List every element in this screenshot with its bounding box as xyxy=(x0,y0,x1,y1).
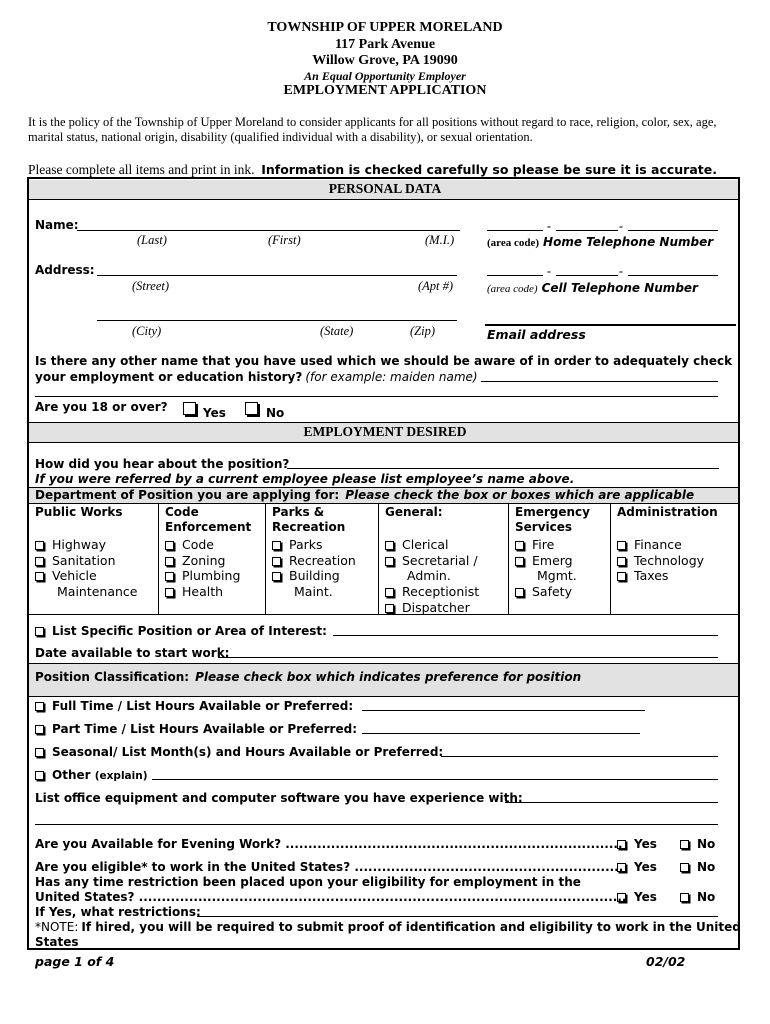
other-name-question-2 xyxy=(35,370,478,385)
other-name-field-2[interactable] xyxy=(35,396,718,397)
checkbox[interactable] xyxy=(385,588,394,597)
checkbox[interactable] xyxy=(35,572,44,581)
full-time-row xyxy=(35,699,353,713)
checkbox[interactable] xyxy=(515,588,524,597)
org-address-line2: Willow Grove, PA 19090 xyxy=(312,53,458,68)
eligible-yes xyxy=(617,860,657,874)
divider xyxy=(29,442,738,443)
restriction-no xyxy=(680,890,715,904)
option-label: Plumbing xyxy=(182,568,241,583)
option-safety[interactable] xyxy=(515,584,572,599)
option-label: Highway xyxy=(52,537,107,552)
mi-caption: (M.I.) xyxy=(425,233,455,247)
dept-question xyxy=(35,488,694,503)
evening-yes-checkbox[interactable] xyxy=(617,840,626,849)
restriction-yes-checkbox[interactable] xyxy=(617,893,626,902)
evening-question: Are you Available for Evening Work? .......................................................................... xyxy=(35,837,623,851)
col-divider xyxy=(508,503,509,614)
restriction-what-field[interactable] xyxy=(197,916,718,917)
part-time-row xyxy=(35,722,357,736)
age-yes-label: Yes xyxy=(203,406,226,420)
option-label-cont: Maintenance xyxy=(57,584,138,599)
cell-area-code-caption: (area code) xyxy=(487,283,538,295)
option-parks[interactable] xyxy=(272,537,323,552)
full-time-label: Full Time / List Hours Available or Preferred: xyxy=(52,699,354,713)
part-time-label: Part Time / List Hours Available or Preferred: xyxy=(52,722,358,736)
other-checkbox[interactable] xyxy=(35,771,44,780)
city-state-zip-field[interactable] xyxy=(97,320,457,321)
org-address-line1: 117 Park Avenue xyxy=(334,37,436,52)
part-time-field[interactable] xyxy=(362,733,640,734)
age-yes-checkbox[interactable] xyxy=(183,402,196,415)
option-label: Technology xyxy=(634,553,705,568)
col-general: General: xyxy=(385,505,443,519)
cell-area-code-field[interactable] xyxy=(487,275,543,276)
note-text-2: States xyxy=(35,935,79,949)
home-phone-caption xyxy=(487,233,713,251)
checkbox[interactable] xyxy=(515,557,524,566)
checkbox[interactable] xyxy=(165,572,174,581)
col-administration: Administration xyxy=(617,505,718,519)
restriction-what-label: If Yes, what restrictions: xyxy=(35,905,201,919)
seasonal-checkbox[interactable] xyxy=(35,748,44,757)
col-divider xyxy=(265,503,266,614)
col-public-works: Public Works xyxy=(35,505,123,519)
classification-question xyxy=(35,670,581,685)
other-field[interactable] xyxy=(152,779,718,780)
col-divider xyxy=(378,503,379,614)
other-name-question-2-text: your employment or education history? xyxy=(35,370,303,384)
email-label: Email address xyxy=(487,327,586,342)
option-label: Receptionist xyxy=(402,584,480,599)
option-label: Safety xyxy=(532,584,572,599)
option-label: Parks xyxy=(289,537,323,552)
full-time-checkbox[interactable] xyxy=(35,702,44,711)
name-field[interactable] xyxy=(77,230,460,231)
employment-heading: EMPLOYMENT DESIRED xyxy=(303,424,467,439)
option-label: Secretarial / xyxy=(402,553,478,568)
apt-caption: (Apt #) xyxy=(418,279,454,293)
age-no-checkbox[interactable] xyxy=(245,402,258,415)
cell-phone-caption xyxy=(487,279,698,297)
col-emergency-2: Services xyxy=(515,520,573,534)
home-phone-sep-1: - xyxy=(547,219,551,233)
restriction-yes xyxy=(617,890,657,904)
checkbox[interactable] xyxy=(385,557,394,566)
cell-phone-sep-2: - xyxy=(619,264,623,278)
seasonal-row xyxy=(35,745,443,759)
first-caption: (First) xyxy=(268,233,301,247)
seasonal-label: Seasonal/ List Month(s) and Hours Available or Preferred: xyxy=(52,745,444,759)
col-divider xyxy=(158,503,159,614)
option-sanitation[interactable] xyxy=(35,553,116,568)
personal-data-heading: PERSONAL DATA xyxy=(328,181,442,196)
option-dispatcher[interactable] xyxy=(385,600,470,615)
checkbox[interactable] xyxy=(165,557,174,566)
option-label: Clerical xyxy=(402,537,449,552)
part-time-checkbox[interactable] xyxy=(35,725,44,734)
col-emergency: Emergency xyxy=(515,505,590,519)
option-label: Fire xyxy=(532,537,555,552)
age-question: Are you 18 or over? xyxy=(35,400,168,414)
policy-line-2: marital status, national origin, disability (qualified individual with a disability), or sexual orientation. xyxy=(28,130,533,144)
eligible-no xyxy=(680,860,715,874)
checkbox[interactable] xyxy=(617,557,626,566)
option-building-maint[interactable] xyxy=(272,568,340,583)
option-highway[interactable] xyxy=(35,537,106,552)
instructions-normal: Please complete all items and print in ink. xyxy=(28,162,255,177)
referred-note: If you were referred by a current employee please list employee’s name above. xyxy=(35,472,575,486)
checkbox[interactable] xyxy=(272,541,281,550)
other-label: Other xyxy=(52,768,91,782)
home-area-code-field[interactable] xyxy=(487,230,543,231)
date-available-field[interactable] xyxy=(218,657,718,658)
option-label: Finance xyxy=(634,537,682,552)
restriction-yes-label: Yes xyxy=(634,890,657,904)
eligible-question: Are you eligible* to work in the United States? ........................................................... xyxy=(35,860,624,874)
equipment-field-2[interactable] xyxy=(35,824,718,825)
option-finance[interactable] xyxy=(617,537,682,552)
evening-no xyxy=(680,837,715,851)
age-no-label: No xyxy=(266,406,285,420)
col-code-2: Enforcement xyxy=(165,520,252,534)
note-line xyxy=(35,920,741,935)
eoe-statement: An Equal Opportunity Employer xyxy=(304,69,466,83)
equipment-field[interactable] xyxy=(505,802,718,803)
city-caption: (City) xyxy=(132,324,162,338)
home-phone-label: Home Telephone Number xyxy=(543,235,714,249)
checkbox[interactable] xyxy=(385,541,394,550)
org-name: TOWNSHIP OF UPPER MORELAND xyxy=(267,20,503,35)
checkbox[interactable] xyxy=(272,557,281,566)
restriction-no-checkbox[interactable] xyxy=(680,893,689,902)
last-caption: (Last) xyxy=(137,233,167,247)
eligible-yes-checkbox[interactable] xyxy=(617,863,626,872)
option-technology[interactable] xyxy=(617,553,704,568)
evening-no-checkbox[interactable] xyxy=(680,840,689,849)
divider xyxy=(29,614,738,615)
state-caption: (State) xyxy=(320,324,354,338)
checkbox[interactable] xyxy=(165,588,174,597)
checkbox[interactable] xyxy=(35,541,44,550)
option-label: Sanitation xyxy=(52,553,116,568)
option-secretarial[interactable] xyxy=(385,553,478,568)
other-row xyxy=(35,768,148,782)
other-explain: (explain) xyxy=(94,770,148,782)
note-prefix: *NOTE: xyxy=(35,920,79,934)
zip-caption: (Zip) xyxy=(410,324,435,338)
classification-label: Position Classification: xyxy=(35,670,190,684)
option-label: Taxes xyxy=(634,568,669,583)
divider xyxy=(29,696,738,697)
option-label: Dispatcher xyxy=(402,600,470,615)
specific-position-checkbox[interactable] xyxy=(35,627,44,636)
option-label: Recreation xyxy=(289,553,356,568)
instructions-bold: Information is checked carefully so please be sure it is accurate. xyxy=(261,162,717,177)
checkbox[interactable] xyxy=(617,541,626,550)
seasonal-field[interactable] xyxy=(441,756,718,757)
other-name-question-1: Is there any other name that you have used which we should be aware of in order to adequately check xyxy=(35,354,733,368)
option-label-cont: Mgmt. xyxy=(537,568,577,583)
option-fire[interactable] xyxy=(515,537,554,552)
option-taxes[interactable] xyxy=(617,568,668,583)
checkbox[interactable] xyxy=(165,541,174,550)
option-receptionist[interactable] xyxy=(385,584,479,599)
date-available-label: Date available to start work: xyxy=(35,646,230,660)
checkbox[interactable] xyxy=(272,572,281,581)
checkbox[interactable] xyxy=(515,541,524,550)
home-phone-sep-2: - xyxy=(619,219,623,233)
street-field[interactable] xyxy=(97,275,457,276)
option-recreation[interactable] xyxy=(272,553,356,568)
eligible-no-checkbox[interactable] xyxy=(680,863,689,872)
hear-field[interactable] xyxy=(287,468,719,469)
note-text: If hired, you will be required to submit proof of identification and eligibility to work in the United xyxy=(81,920,741,934)
restriction-question-2: United States? ........................................................................................................... xyxy=(35,890,627,904)
option-health[interactable] xyxy=(165,584,223,599)
specific-position-field[interactable] xyxy=(333,635,718,636)
option-code[interactable] xyxy=(165,537,214,552)
address-label: Address: xyxy=(35,263,95,277)
col-code: Code xyxy=(165,505,199,519)
restriction-no-label: No xyxy=(697,890,716,904)
home-number-field[interactable] xyxy=(628,230,718,231)
cell-phone-sep-1: - xyxy=(547,264,551,278)
street-caption: (Street) xyxy=(132,279,170,293)
checkbox[interactable] xyxy=(385,604,394,613)
cell-phone-label: Cell Telephone Number xyxy=(541,281,698,295)
specific-position-row xyxy=(35,624,327,638)
form-revision-date: 02/02 xyxy=(646,954,686,969)
specific-position-label: List Specific Position or Area of Interest: xyxy=(52,624,327,638)
home-area-code-caption: (area code) xyxy=(487,237,540,249)
option-vehicle-maintenance[interactable] xyxy=(35,568,97,583)
evening-no-label: No xyxy=(697,837,716,851)
page-number: page 1 of 4 xyxy=(35,954,115,969)
checkbox[interactable] xyxy=(35,557,44,566)
cell-number-field[interactable] xyxy=(628,275,718,276)
col-divider xyxy=(610,503,611,614)
option-label-cont: Maint. xyxy=(294,584,333,599)
instructions xyxy=(28,162,717,178)
option-label: Building xyxy=(289,568,340,583)
evening-yes-label: Yes xyxy=(634,837,657,851)
evening-yes xyxy=(617,837,657,851)
other-name-example: (for example: maiden name) xyxy=(305,370,478,384)
other-name-field[interactable] xyxy=(481,381,718,382)
col-parks-2: Recreation xyxy=(272,520,346,534)
eligible-no-label: No xyxy=(697,860,716,874)
divider xyxy=(29,199,738,200)
option-label: Health xyxy=(182,584,224,599)
email-field[interactable] xyxy=(485,324,736,326)
option-plumbing[interactable] xyxy=(165,568,240,583)
col-parks: Parks & xyxy=(272,505,325,519)
checkbox[interactable] xyxy=(617,572,626,581)
divider xyxy=(29,503,738,504)
option-label: Code xyxy=(182,537,215,552)
full-time-field[interactable] xyxy=(362,710,645,711)
dept-instruction: Please check the box or boxes which are applicable xyxy=(345,488,695,502)
option-label: Emerg xyxy=(532,553,573,568)
dept-label: Department of Position you are applying for: xyxy=(35,488,340,502)
option-label: Zoning xyxy=(182,553,226,568)
classification-instruction: Please check box which indicates preference for position xyxy=(195,670,582,684)
page-title: EMPLOYMENT APPLICATION xyxy=(283,83,487,98)
equipment-label: List office equipment and computer software you have experience with: xyxy=(35,791,523,805)
divider xyxy=(29,663,738,664)
option-emerg-mgmt[interactable] xyxy=(515,553,573,568)
cell-prefix-field[interactable] xyxy=(556,275,618,276)
option-zoning[interactable] xyxy=(165,553,225,568)
restriction-question-1: Has any time restriction been placed upon your eligibility for employment in the xyxy=(35,875,581,889)
hear-question: How did you hear about the position? xyxy=(35,457,290,471)
policy-line-1: It is the policy of the Township of Upper Moreland to consider applicants for all positions without regard to race, religion, color, sex, age, xyxy=(28,115,717,129)
option-label-cont: Admin. xyxy=(407,568,451,583)
eligible-yes-label: Yes xyxy=(634,860,657,874)
name-label: Name: xyxy=(35,218,79,232)
option-label: Vehicle xyxy=(52,568,97,583)
home-prefix-field[interactable] xyxy=(556,230,618,231)
option-clerical[interactable] xyxy=(385,537,449,552)
